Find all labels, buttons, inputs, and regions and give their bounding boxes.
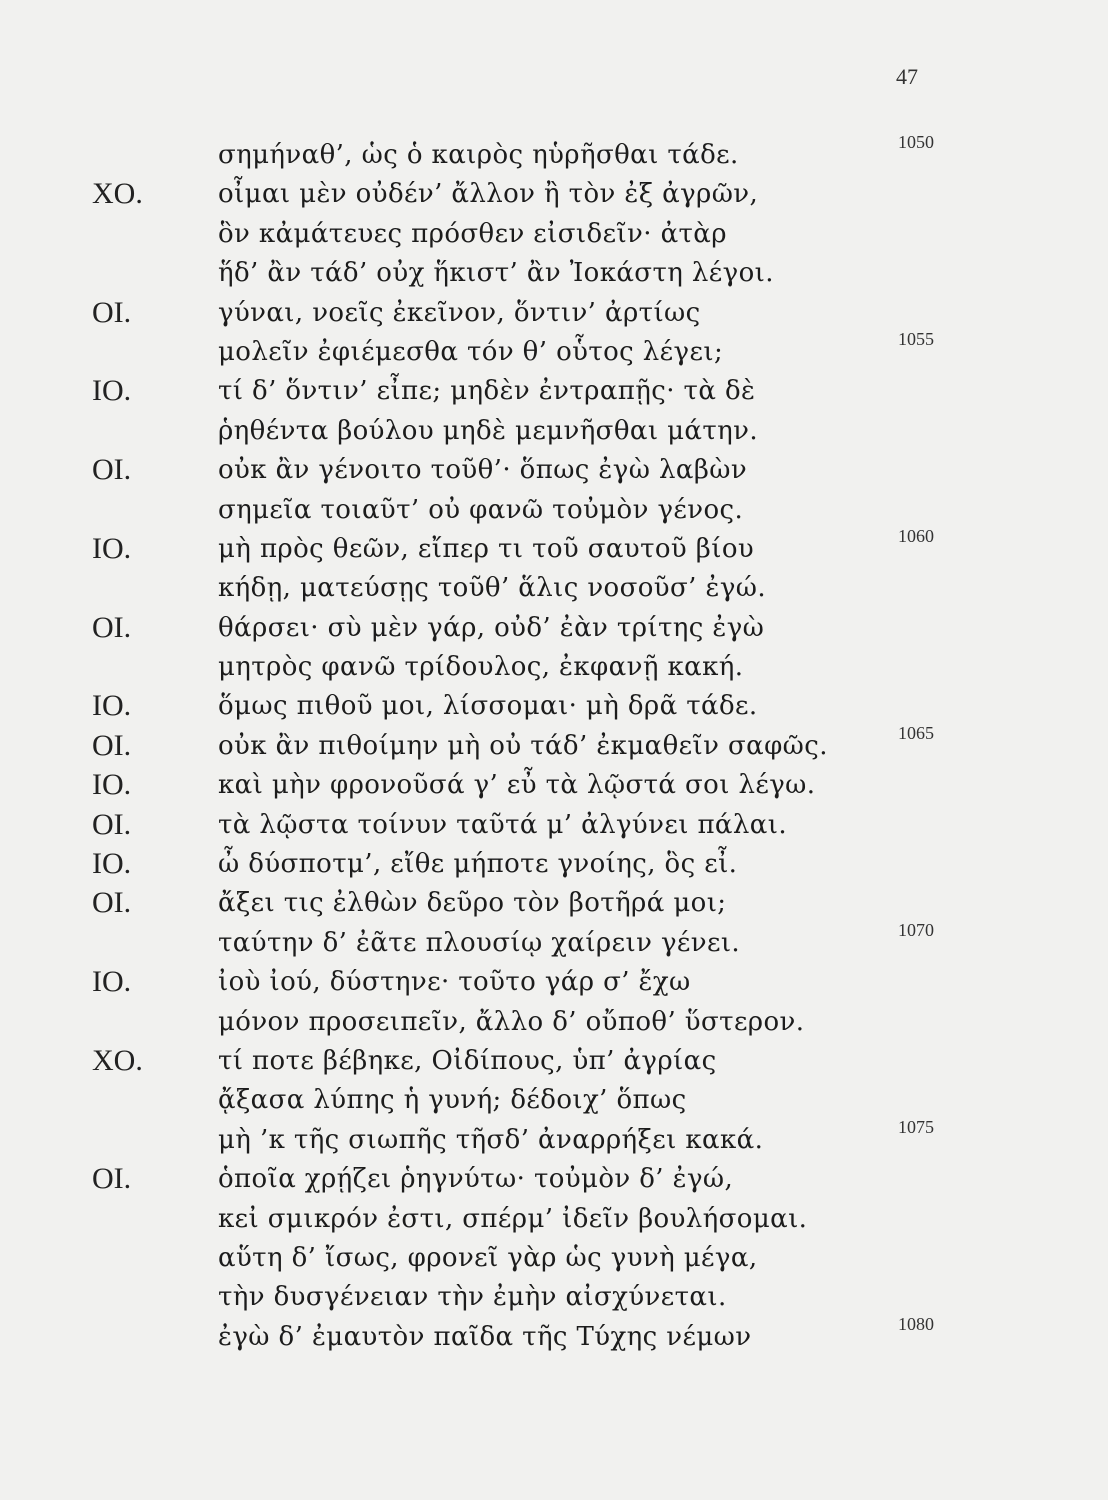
- verse-text: κήδῃ, ματεύσῃς τοῦθ’ ἅλις νοσοῦσ’ ἐγώ.: [218, 573, 767, 604]
- verse-line: [0, 290, 1108, 329]
- verse-line: [0, 1156, 1108, 1195]
- verse-line: [0, 329, 1108, 368]
- verse-line: [0, 605, 1108, 644]
- verse-text: τὰ λῷστα τοίνυν ταῦτά μ’ ἀλγύνει πάλαι.: [218, 809, 787, 840]
- verse-line: [0, 762, 1108, 801]
- verse-line: [0, 132, 1108, 171]
- verse-line: [0, 1117, 1108, 1156]
- speaker-label: ΙΟ.: [92, 689, 132, 723]
- verse-text: καὶ μὴν φρονοῦσά γ’ εὖ τὰ λῷστά σοι λέγω.: [218, 770, 816, 801]
- speaker-label: ΟΙ.: [92, 1162, 132, 1196]
- verse-line: [0, 1274, 1108, 1313]
- line-number: 1055: [898, 328, 934, 349]
- speaker-label: ΙΟ.: [92, 847, 132, 881]
- verse-text: σημεῖα τοιαῦτ’ οὐ φανῶ τοὐμὸν γένος.: [218, 494, 744, 525]
- speaker-label: ΙΟ.: [92, 768, 132, 802]
- verse-text: ὃν κἀμάτευες πρόσθεν εἰσιδεῖν· ἀτὰρ: [218, 218, 727, 249]
- line-number: 1060: [898, 525, 934, 546]
- verse-text: γύναι, νοεῖς ἐκεῖνον, ὅντιν’ ἀρτίως: [218, 297, 701, 328]
- speaker-label: ΙΟ.: [92, 374, 132, 408]
- verse-text: ῥηθέντα βούλου μηδὲ μεμνῆσθαι μάτην.: [218, 415, 758, 446]
- speaker-label: ΟΙ.: [92, 610, 132, 644]
- verse-line: [0, 683, 1108, 722]
- line-number: 1075: [898, 1116, 934, 1137]
- verse-text: οἶμαι μὲν οὐδέν’ ἄλλον ἢ τὸν ἐξ ἀγρῶν,: [218, 179, 759, 210]
- verse-text: ἰοὺ ἰού, δύστηνε· τοῦτο γάρ σ’ ἔχω: [218, 967, 691, 998]
- verse-line: [0, 841, 1108, 880]
- verse-line: [0, 447, 1108, 486]
- line-number: 1050: [898, 132, 934, 152]
- verse-line: [0, 250, 1108, 289]
- verse-text: τί δ’ ὅντιν’ εἶπε; μηδὲν ἐντραπῇς· τὰ δὲ: [218, 376, 756, 407]
- speaker-label: ΟΙ.: [92, 453, 132, 487]
- verse-text: ᾄξασα λύπης ἡ γυνή; δέδοιχ’ ὅπως: [218, 1085, 687, 1116]
- verse-line: [0, 1038, 1108, 1077]
- verse-text: μὴ πρὸς θεῶν, εἴπερ τι τοῦ σαυτοῦ βίου: [218, 533, 755, 564]
- verse-text: ἄξει τις ἐλθὼν δεῦρο τὸν βοτῆρά μοι;: [218, 888, 727, 919]
- verse-line: [0, 999, 1108, 1038]
- verse-text: τὴν δυσγένειαν τὴν ἐμὴν αἰσχύνεται.: [218, 1282, 727, 1313]
- verse-line: [0, 644, 1108, 683]
- verse-text: μὴ ’κ τῆς σιωπῆς τῆσδ’ ἀναρρήξει κακά.: [218, 1124, 764, 1155]
- verse-text-block: [0, 132, 1108, 1353]
- verse-line: [0, 211, 1108, 250]
- speaker-label: ΙΟ.: [92, 965, 132, 999]
- verse-text: αὕτη δ’ ἴσως, φρονεῖ γὰρ ὡς γυνὴ μέγα,: [218, 1242, 758, 1273]
- verse-text: ἐγὼ δ’ ἐμαυτὸν παῖδα τῆς Τύχης νέμων: [218, 1321, 752, 1352]
- verse-text: οὐκ ἂν γένοιτο τοῦθ’· ὅπως ἐγὼ λαβὼν: [218, 455, 748, 486]
- speaker-label: ΟΙ.: [92, 728, 132, 762]
- page-number: 47: [896, 64, 918, 89]
- verse-line: [0, 565, 1108, 604]
- verse-text: ὦ δύσποτμ’, εἴθε μήποτε γνοίης, ὃς εἶ.: [218, 849, 738, 880]
- verse-text: μόνον προσειπεῖν, ἄλλο δ’ οὔποθ’ ὕστερον.: [218, 1006, 805, 1037]
- verse-text: ὅμως πιθοῦ μοι, λίσσομαι· μὴ δρᾶ τάδε.: [218, 691, 758, 722]
- speaker-label: ΟΙ.: [92, 807, 132, 841]
- verse-text: ταύτην δ’ ἐᾶτε πλουσίῳ χαίρειν γένει.: [218, 927, 741, 958]
- speaker-label: ΙΟ.: [92, 531, 132, 565]
- verse-line: [0, 171, 1108, 210]
- speaker-label: ΟΙ.: [92, 886, 132, 920]
- verse-line: [0, 368, 1108, 407]
- verse-text: μητρὸς φανῶ τρίδουλος, ἐκφανῇ κακή.: [218, 652, 744, 683]
- line-number: 1080: [898, 1313, 934, 1334]
- verse-text: οὐκ ἂν πιθοίμην μὴ οὐ τάδ’ ἐκμαθεῖν σαφῶς.: [218, 730, 828, 761]
- verse-line: [0, 723, 1108, 762]
- verse-line: [0, 802, 1108, 841]
- verse-text: θάρσει· σὺ μὲν γάρ, οὐδ’ ἐὰν τρίτης ἐγὼ: [218, 612, 765, 643]
- verse-text: τί ποτε βέβηκε, Οἰδίπους, ὑπ’ ἀγρίας: [218, 1045, 717, 1076]
- line-number: 1065: [898, 722, 934, 743]
- verse-line: [0, 1196, 1108, 1235]
- speaker-label: ΧΟ.: [92, 177, 143, 211]
- verse-text: κεἰ σμικρόν ἐστι, σπέρμ’ ἰδεῖν βουλήσομαι.: [218, 1203, 808, 1234]
- verse-text: ἥδ’ ἂν τάδ’ οὐχ ἥκιστ’ ἂν Ἰοκάστη λέγοι.: [218, 258, 774, 289]
- verse-line: [0, 1314, 1108, 1353]
- verse-text: σημήναθ’, ὡς ὁ καιρὸς ηὑρῆσθαι τάδε.: [218, 140, 739, 170]
- speaker-label: ΧΟ.: [92, 1043, 143, 1077]
- verse-text: ὁποῖα χρῄζει ῥηγνύτω· τοὐμὸν δ’ ἐγώ,: [218, 1164, 734, 1195]
- verse-line: [0, 487, 1108, 526]
- speaker-label: ΟΙ.: [92, 295, 132, 329]
- line-number: 1070: [898, 919, 934, 940]
- verse-line: [0, 526, 1108, 565]
- verse-line: [0, 1077, 1108, 1116]
- verse-text: μολεῖν ἐφιέμεσθα τόν θ’ οὗτος λέγει;: [218, 336, 724, 367]
- verse-line: [0, 920, 1108, 959]
- verse-line: [0, 880, 1108, 919]
- verse-line: [0, 959, 1108, 998]
- verse-line: [0, 1235, 1108, 1274]
- verse-line: [0, 408, 1108, 447]
